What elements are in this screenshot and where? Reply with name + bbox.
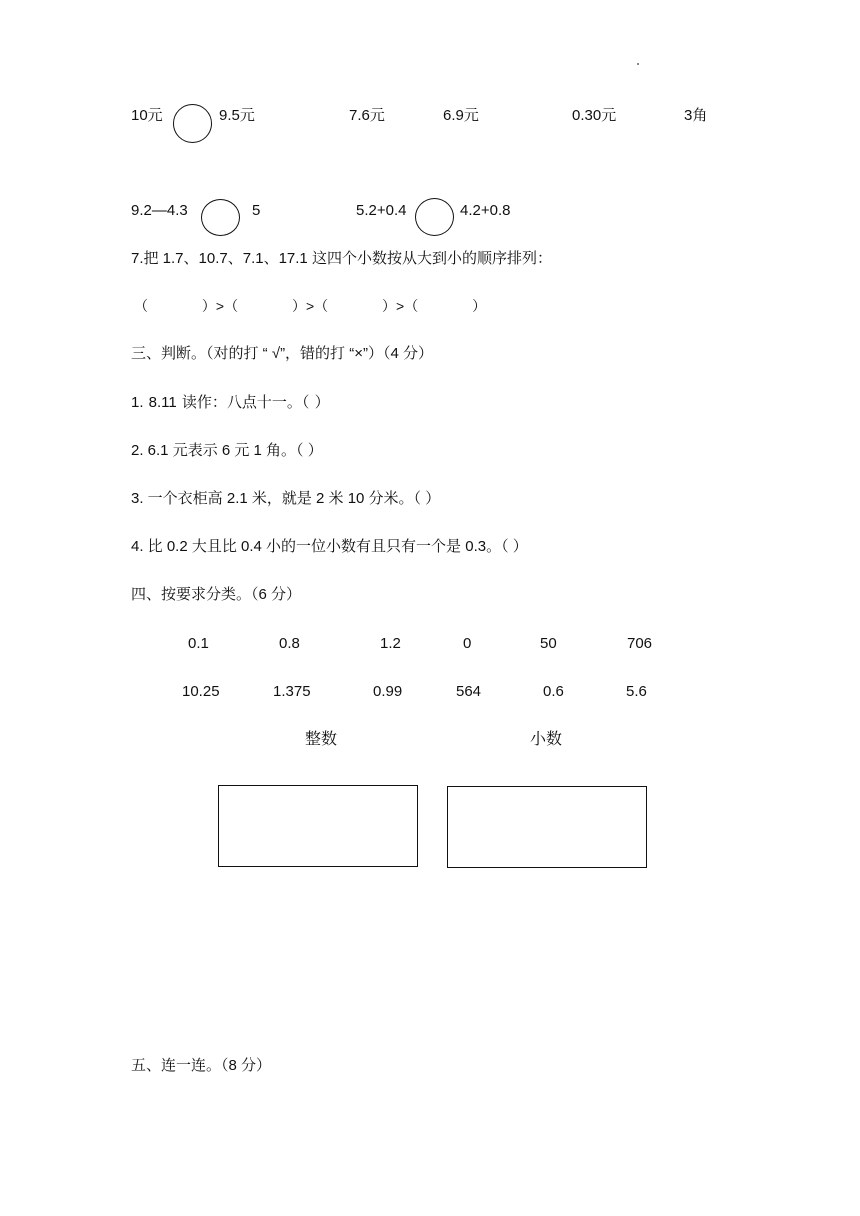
- compare-circle-blank[interactable]: [415, 198, 454, 236]
- number-item: 0.6: [543, 683, 564, 700]
- section5-heading: 五、连一连。（8 分）: [131, 1057, 272, 1074]
- judge-item-2: 2. 6.1 元表示 6 元 1 角。（ ）: [131, 442, 323, 459]
- page-marker-dot: [637, 63, 639, 65]
- judge-item-4: 4. 比 0.2 大且比 0.4 小的一位小数有且只有一个是 0.3。（ ）: [131, 538, 528, 555]
- number-item: 0.99: [373, 683, 403, 700]
- q7-answer-blanks[interactable]: （ ）>（ ）>（ ）>（ ）: [134, 298, 487, 314]
- decimals-label: 小数: [530, 731, 563, 748]
- compare-1c-right: 3角: [684, 107, 708, 124]
- number-item: 10.25: [182, 683, 220, 700]
- compare-1b-right: 6.9元: [443, 107, 479, 124]
- number-item: 564: [456, 683, 482, 700]
- number-item: 706: [627, 635, 653, 652]
- section4-heading: 四、按要求分类。（6 分）: [131, 586, 302, 603]
- compare-2b-left: 5.2+0.4: [356, 202, 407, 219]
- section3-heading: 三、判断。（对的打 “ √”，错的打 “×”）（4 分）: [131, 345, 433, 362]
- compare-2a-left: 9.2—4.3: [131, 202, 188, 219]
- integers-label: 整数: [305, 731, 338, 748]
- integers-answer-box[interactable]: [218, 785, 418, 867]
- number-item: 1.375: [273, 683, 311, 700]
- compare-circle-blank[interactable]: [173, 104, 212, 143]
- compare-1b-left: 7.6元: [349, 107, 385, 124]
- number-item: 0: [463, 635, 472, 652]
- number-item: 1.2: [380, 635, 401, 652]
- compare-1a-right: 9.5元: [219, 107, 255, 124]
- number-item: 5.6: [626, 683, 647, 700]
- compare-circle-blank[interactable]: [201, 199, 240, 236]
- compare-1a-left: 10元: [131, 107, 163, 124]
- judge-item-1: 1. 8.11 读作：八点十一。（ ）: [131, 394, 330, 411]
- q7-text: 7.把 1.7、10.7、7.1、17.1 这四个小数按从大到小的顺序排列：: [131, 250, 552, 267]
- compare-2a-right: 5: [252, 202, 261, 219]
- number-item: 0.8: [279, 635, 300, 652]
- compare-2b-right: 4.2+0.8: [460, 202, 511, 219]
- decimals-answer-box[interactable]: [447, 786, 647, 868]
- compare-1c-left: 0.30元: [572, 107, 617, 124]
- judge-item-3: 3. 一个衣柜高 2.1 米，就是 2 米 10 分米。（ ）: [131, 490, 441, 507]
- number-item: 0.1: [188, 635, 209, 652]
- number-item: 50: [540, 635, 557, 652]
